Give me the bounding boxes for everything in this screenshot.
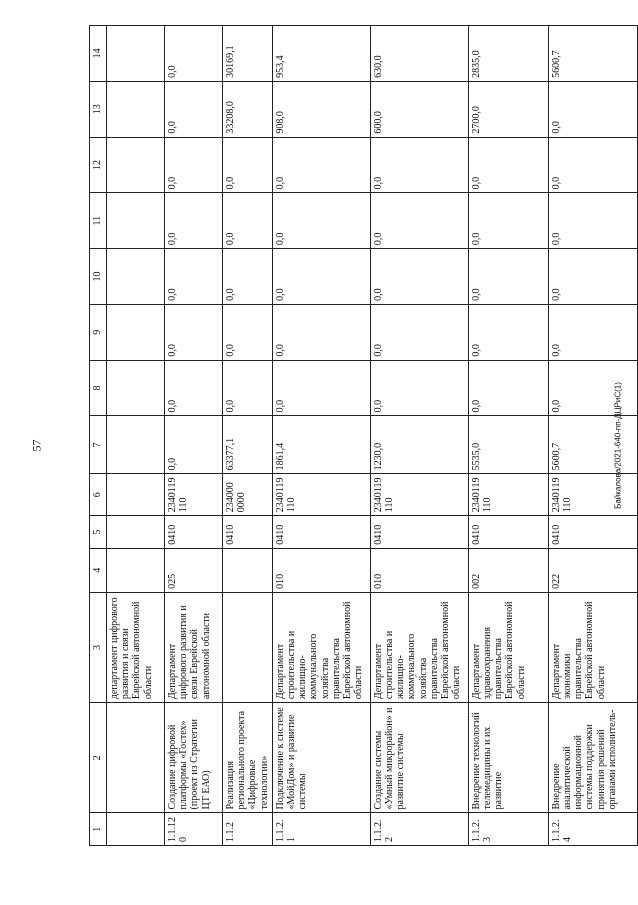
cell-col5 [107,516,165,549]
cell-col14 [107,26,165,82]
activity-name-cell: Внедрение технологий телемедицины и их развитие [468,703,548,813]
table-row [165,26,223,846]
executor-cell: Департамент цифрового развития и связи Еврейской автономной области [165,592,223,702]
cell-col11 [107,193,165,249]
cell-col10: 0,0 [370,249,468,305]
activity-name-cell: Подключение к системе «МойДом» и развитие системы [272,703,370,813]
cell-col8: 0,0 [548,360,637,416]
document-reference: Байкалова/2021-640-пп-ДЦРиС(1) [613,382,623,509]
cell-col6: 2340119110 [272,474,370,516]
cell-col13: 600,0 [370,81,468,137]
header-cell: 2 [90,703,107,813]
cell-col5: 0410 [370,516,468,549]
table-row [272,26,370,846]
cell-col12: 0,0 [272,137,370,193]
cell-col6: 2340119110 [165,474,223,516]
cell-col7: 5600,7 [548,416,637,474]
cell-col9: 0,0 [223,304,273,360]
cell-col4: 025 [165,548,223,592]
cell-col13: 908,0 [272,81,370,137]
table-row [468,26,548,846]
row-number-cell: 1.1.2.1 [272,813,370,846]
cell-col10: 0,0 [165,249,223,305]
cell-col9: 0,0 [548,304,637,360]
activity-name-cell: Создание цифровой платформы «Гостех» (проект из Стратегии ЦТ ЕАО) [165,703,223,813]
cell-col12: 0,0 [165,137,223,193]
cell-col12: 0,0 [548,137,637,193]
activity-name-cell [107,703,165,813]
cell-col12 [107,137,165,193]
cell-col7: 1230,0 [370,416,468,474]
header-cell: 11 [90,193,107,249]
cell-col12: 0,0 [223,137,273,193]
executor-cell [223,592,273,702]
cell-col12: 0,0 [468,137,548,193]
activity-name-cell: Внедрение аналитической информационной системы поддержки принятия решений органами исполнитель- [548,703,637,813]
header-cell: 14 [90,26,107,82]
cell-col8: 0,0 [272,360,370,416]
cell-col13: 33208,0 [223,81,273,137]
table-row [548,26,637,846]
executor-cell: Департамент здравоохранения правительства Еврейской автономной области [468,592,548,702]
header-cell: 12 [90,137,107,193]
cell-col11: 0,0 [165,193,223,249]
header-cell: 1 [90,813,107,846]
cell-col11: 0,0 [272,193,370,249]
cell-col14: 30169,1 [223,26,273,82]
cell-col13: 0,0 [165,81,223,137]
cell-col11: 0,0 [370,193,468,249]
activity-name-cell: Реализация регионального проекта «Цифровые технологии» [223,703,273,813]
cell-col4: 022 [548,548,637,592]
cell-col6: 2340000000 [223,474,273,516]
activity-name-cell: Создание системы «Умный микрорайон» и развитие системы [370,703,468,813]
cell-col7: 63377,1 [223,416,273,474]
cell-col6: 2340119110 [548,474,637,516]
header-cell: 6 [90,474,107,516]
header-cell: 9 [90,304,107,360]
cell-col5: 0410 [468,516,548,549]
cell-col10: 0,0 [468,249,548,305]
cell-col7: 1861,4 [272,416,370,474]
header-row [90,26,107,846]
cell-col9: 0,0 [370,304,468,360]
cell-col5: 0410 [165,516,223,549]
cell-col9: 0,0 [165,304,223,360]
cell-col10: 0,0 [548,249,637,305]
cell-col4 [107,548,165,592]
cell-col4: 002 [468,548,548,592]
cell-col4: 010 [370,548,468,592]
cell-col8: 0,0 [468,360,548,416]
cell-col8: 0,0 [165,360,223,416]
cell-col10: 0,0 [272,249,370,305]
cell-col7: 5535,0 [468,416,548,474]
cell-col4: 010 [272,548,370,592]
cell-col8: 0,0 [370,360,468,416]
header-cell: 7 [90,416,107,474]
cell-col10 [107,249,165,305]
cell-col14: 953,4 [272,26,370,82]
cell-col9 [107,304,165,360]
header-cell: 13 [90,81,107,137]
cell-col8 [107,360,165,416]
cell-col14: 2835,0 [468,26,548,82]
row-number-cell: 1.1.2.4 [548,813,637,846]
cell-col11: 0,0 [548,193,637,249]
page-number: 57 [29,439,44,452]
cell-col12: 0,0 [370,137,468,193]
cell-col13 [107,81,165,137]
cell-col10: 0,0 [223,249,273,305]
cell-col4 [223,548,273,592]
cell-col5: 0410 [223,516,273,549]
header-cell: 8 [90,360,107,416]
row-number-cell: 1.1.2.2 [370,813,468,846]
cell-col5: 0410 [272,516,370,549]
row-number-cell: 1.1.2.3 [468,813,548,846]
cell-col14: 5600,7 [548,26,637,82]
table-row [223,26,273,846]
header-cell: 3 [90,592,107,702]
cell-col14: 630,0 [370,26,468,82]
table-row [107,26,165,846]
cell-col7: 0,0 [165,416,223,474]
header-cell: 4 [90,548,107,592]
cell-col9: 0,0 [468,304,548,360]
cell-col11: 0,0 [223,193,273,249]
cell-col6 [107,474,165,516]
executor-cell: Департамент экономики правительства Еврейской автономной области [548,592,637,702]
budget-table [89,25,638,846]
executor-cell: Департамент строительства и жилищно-коммунального хозяйства правительства Еврейской автономной области [272,592,370,702]
row-number-cell: 1.1.120 [165,813,223,846]
table-row [370,26,468,846]
cell-col13: 0,0 [548,81,637,137]
executor-cell: Департамент строительства и жилищно-коммунального хозяйства правительства Еврейской автономной области [370,592,468,702]
row-number-cell: 1.1.2 [223,813,273,846]
executor-cell: департамент цифрового развития и связи Еврейской автономной области [107,592,165,702]
cell-col8: 0,0 [223,360,273,416]
header-cell: 5 [90,516,107,549]
cell-col14: 0,0 [165,26,223,82]
header-cell: 10 [90,249,107,305]
row-number-cell [107,813,165,846]
cell-col5: 0410 [548,516,637,549]
cell-col6: 2340119110 [370,474,468,516]
cell-col11: 0,0 [468,193,548,249]
cell-col13: 2700,0 [468,81,548,137]
cell-col6: 2340119110 [468,474,548,516]
cell-col9: 0,0 [272,304,370,360]
cell-col7 [107,416,165,474]
